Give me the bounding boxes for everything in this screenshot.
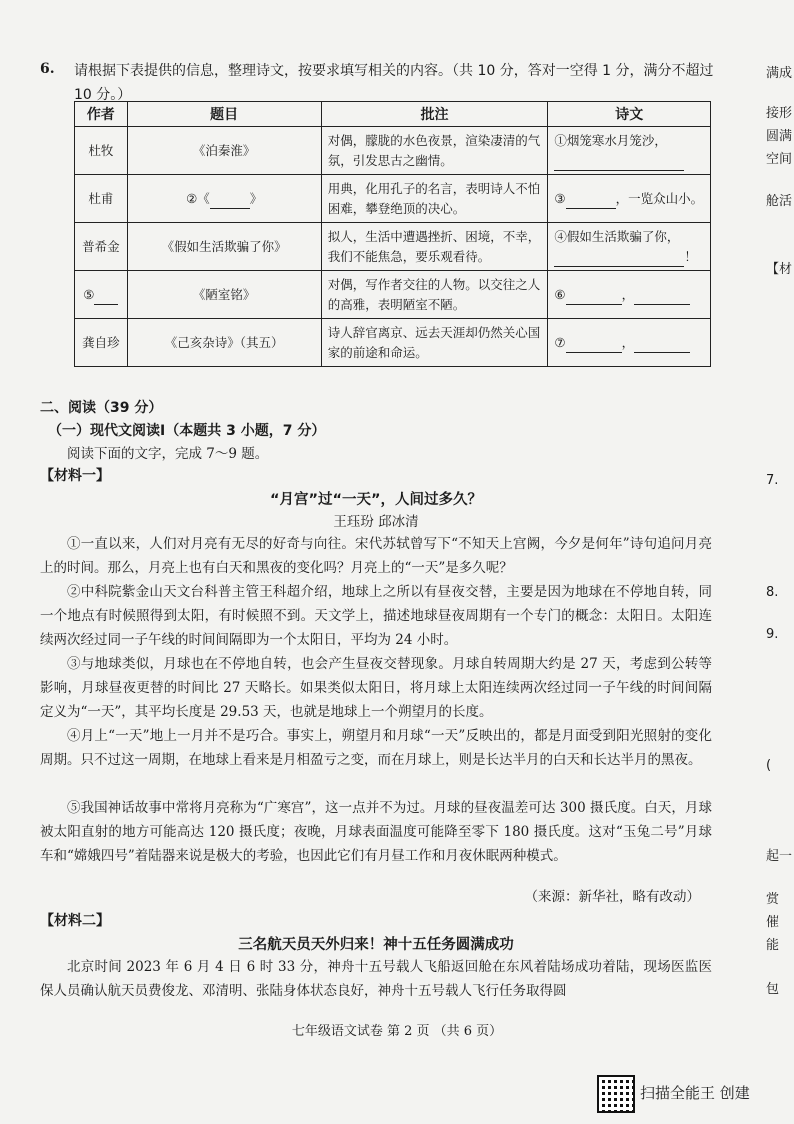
material-1-title: “月宫”过“一天”，人间过多久？ (269, 492, 483, 508)
note-cell: 对偶，写作者交往的人物。以交往之人的高雅，表明陋室不陋。 (321, 271, 548, 319)
margin-text: 【材 (766, 262, 793, 277)
margin-text: 催 (766, 915, 780, 930)
margin-text: 7. (766, 473, 779, 488)
answer-blank[interactable] (554, 252, 684, 267)
note-cell: 对偶，朦胧的水色夜景，渲染凄清的气氛，引发思古之幽情。 (321, 127, 548, 175)
paragraph-3: ③与地球类似，月球也在不停地自转，也会产生昼夜交替现象。月球自转周期大约是 27 天，考虑到公转等影响，月球昼夜更替的时间比 27 天略长。如果类似太阳日，将月球上太阳连续两次经过同一子午线的时间间隔定义为“一天”，其平均长度是 29.53 天，也就是地球上一个朔望月的长度。 (40, 656, 712, 720)
question-6-number: 6. (40, 61, 55, 77)
answer-blank[interactable] (634, 338, 690, 353)
poem-cell (548, 127, 711, 175)
margin-text: 接形 (766, 106, 793, 121)
answer-blank[interactable] (566, 290, 622, 305)
title-text: ②《 (186, 190, 210, 206)
paragraph-1: ①一直以来，人们对月亮有无尽的好奇与向往。宋代苏轼曾写下“不知天上宫阙，今夕是何年”诗句追问月亮上的时间。那么，月亮上也有白天和黑夜的变化吗？月亮上的“一天”是多久呢？ (40, 536, 712, 576)
header-title: 题目 (127, 102, 321, 127)
answer-blank[interactable] (210, 194, 250, 209)
poem-end: ！ (684, 248, 697, 264)
section-title: 二、阅读（39 分） (40, 400, 163, 416)
material-2-paragraph: 北京时间 2023 年 6 月 4 日 6 时 33 分，神舟十五号载人飞船返回舱在东风着陆场成功着陆，现场医监医保人员确认航天员费俊龙、邓清明、张陆身体状态良好，神舟十五号载人飞行任务取得圆 (40, 959, 712, 999)
subsection-title: （一）现代文阅读Ⅰ（本题共 3 小题，7 分） (48, 423, 326, 439)
table-row (75, 223, 711, 271)
answer-blank[interactable] (94, 290, 118, 305)
reading-instruction: 阅读下面的文字，完成 7～9 题。 (67, 446, 269, 462)
note-cell: 用典，化用孔子的名言，表明诗人不怕困难，攀登绝顶的决心。 (321, 175, 548, 223)
paragraph-4: ④月上“一天”地上一月并不是巧合。事实上，朔望月和月球“一天”反映出的，都是月面受到阳光照射的变化周期。只不过这一周期，在地球上看来是月相盈亏之变，而在月球上，则是长达半月的白天和长达半月的黑夜。 (40, 728, 712, 768)
poem-cell (548, 319, 711, 367)
table-row (75, 319, 711, 367)
table-row (75, 127, 711, 175)
author-cell: 杜牧 (75, 127, 128, 175)
margin-text: 圆满 (766, 129, 793, 144)
poem-end: ，一览众山小。 (615, 190, 704, 206)
material-2-label: 【材料二】 (40, 913, 110, 929)
title-cell: 《假如生活欺骗了你》 (127, 223, 321, 271)
title-end: 》 (249, 190, 263, 206)
margin-text: 赏 (766, 892, 780, 907)
header-author: 作者 (75, 102, 128, 127)
poem-cell (548, 175, 711, 223)
answer-blank[interactable] (566, 338, 622, 353)
qr-code-icon (597, 1075, 635, 1113)
answer-blank[interactable] (566, 194, 616, 209)
material-1-authors: 王珏玢 邱冰清 (333, 514, 419, 530)
poem-text: ④假如生活欺骗了你， (554, 228, 680, 244)
note-cell: 诗人辞官离京、远去天涯却仍然关心国家的前途和命运。 (321, 319, 548, 367)
margin-text: ( (766, 758, 772, 773)
poem-text: ⑦ (554, 334, 566, 350)
author-text: ⑤ (83, 286, 95, 302)
poem-mid: ， (621, 286, 635, 302)
page-footer: 七年级语文试卷 第 2 页 （共 6 页） (291, 1024, 503, 1039)
author-cell: 普希金 (75, 223, 128, 271)
poem-text: ⑥ (554, 286, 566, 302)
poem-cell (548, 223, 711, 271)
table-row (75, 175, 711, 223)
answer-blank[interactable] (554, 156, 684, 171)
answer-blank[interactable] (634, 290, 690, 305)
poem-cell (548, 271, 711, 319)
margin-text: 8. (766, 585, 779, 600)
scanner-watermark: 扫描全能王 创建 (640, 1084, 750, 1102)
margin-text: 能 (766, 938, 780, 953)
material-2-title: 三名航天员天外归来！神十五任务圆满成功 (238, 937, 514, 953)
paragraph-2: ②中科院紫金山天文台科普主管王科超介绍，地球上之所以有昼夜交替，主要是因为地球在不停地自转，同一个地点有时候照得到太阳，有时候照不到。天文学上，描述地球昼夜周期有一个专门的概念：太阳日。太阳连续两次经过同一子午线的时间间隔即为一个太阳日，平均为 24 小时。 (40, 584, 712, 648)
paragraph-5: ⑤我国神话故事中常将月亮称为“广寒宫”，这一点并不为过。月球的昼夜温差可达 300 摄氏度。白天，月球被太阳直射的地方可能高达 120 摄氏度；夜晚，月球表面温度可能降至零下 180 摄氏度。这对“玉兔二号”月球车和“嫦娥四号”着陆器来说是极大的考验，也因此它们有月昼工作和月夜休眠两种模式。 (40, 800, 712, 864)
author-cell: 龚自珍 (75, 319, 128, 367)
poem-mid: ， (621, 334, 635, 350)
poem-text: ①烟笼寒水月笼沙， (554, 132, 667, 148)
header-note: 批注 (321, 102, 548, 127)
material-1-label: 【材料一】 (40, 468, 110, 484)
margin-text: 满成 (766, 66, 793, 81)
margin-text: 包 (766, 982, 780, 997)
margin-text: 空间 (766, 152, 793, 167)
poem-text: ③ (554, 190, 566, 206)
question-6-text: 请根据下表提供的信息，整理诗文，按要求填写相关的内容。（共 10 分，答对一空得 1 分，满分不超过 10 分。） (74, 63, 714, 103)
margin-text: 舱活 (766, 194, 793, 209)
margin-text: 9. (766, 627, 779, 642)
author-cell (75, 271, 128, 319)
author-cell: 杜甫 (75, 175, 128, 223)
margin-text: 起一 (766, 849, 793, 864)
source-note: （来源：新华社，略有改动） (524, 889, 700, 905)
poem-table (74, 101, 711, 367)
note-cell: 拟人，生活中遭遇挫折、困境，不幸，我们不能焦急，要乐观看待。 (321, 223, 548, 271)
title-cell (127, 175, 321, 223)
title-cell: 《陋室铭》 (127, 271, 321, 319)
table-header-row (75, 102, 711, 127)
header-poem: 诗文 (548, 102, 711, 127)
table-row (75, 271, 711, 319)
title-cell: 《己亥杂诗》（其五） (127, 319, 321, 367)
title-cell: 《泊秦淮》 (127, 127, 321, 175)
